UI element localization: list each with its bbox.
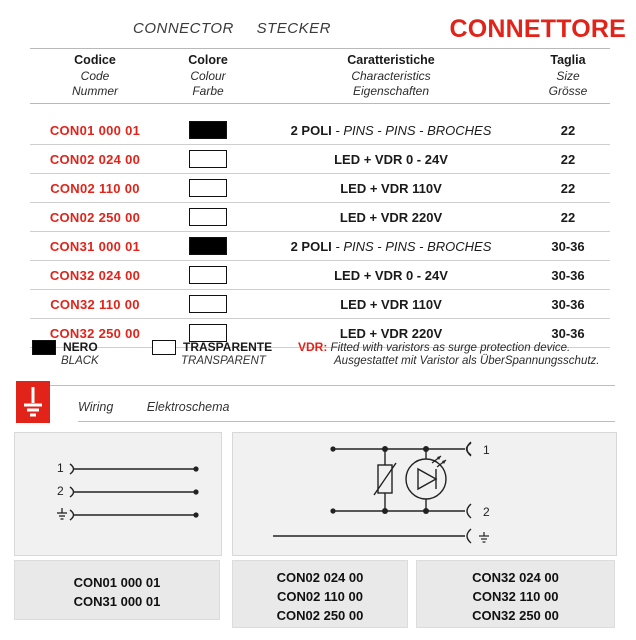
code-box-line: CON02 024 00 — [276, 570, 364, 585]
pin-label-2: 2 — [483, 505, 490, 519]
legend-vdr-line1: Fitted with varistors as surge protection device. — [330, 342, 571, 354]
cell-code: CON31 000 01 — [30, 232, 160, 261]
wiring-label-en: Wiring — [78, 400, 114, 414]
cell-code: CON01 000 01 — [30, 116, 160, 145]
legend-item-vdr — [298, 340, 618, 367]
cell-characteristics-bold: LED + VDR 0 - 24V — [334, 267, 448, 283]
cell-colour — [160, 290, 256, 319]
earth-symbol-right — [479, 532, 489, 542]
column-header-size — [526, 49, 610, 104]
cell-characteristics — [256, 145, 526, 174]
legend-transparent-it: TRASPARENTE — [183, 340, 273, 354]
code-box-group — [14, 560, 615, 628]
code-box-line: CON31 000 01 — [73, 593, 161, 609]
cell-colour — [160, 116, 256, 145]
cell-code: CON32 110 00 — [30, 290, 160, 319]
cell-size: 22 — [526, 203, 610, 232]
colour-swatch-transparent — [189, 150, 227, 168]
table-row — [30, 290, 610, 319]
code-box-line: CON32 250 00 — [472, 607, 559, 623]
column-header-code-it: Codice — [74, 53, 116, 68]
cell-characteristics-bold: LED + VDR 220V — [339, 325, 443, 341]
cell-size: 22 — [526, 174, 610, 203]
colour-swatch-black — [189, 237, 227, 255]
code-box-line: CON02 250 00 — [276, 607, 364, 623]
cell-characteristics — [256, 116, 526, 145]
colour-swatch-transparent — [189, 208, 227, 226]
cell-code: CON02 110 00 — [30, 174, 160, 203]
cell-characteristics-bold: LED + VDR 220V — [339, 209, 443, 225]
wiring-heading — [78, 400, 229, 414]
column-header-characteristics-de: Eigenschaften — [352, 83, 430, 98]
connector-table — [30, 48, 610, 348]
cell-size: 22 — [526, 145, 610, 174]
cell-size: 30-36 — [526, 232, 610, 261]
column-header-size-de: Grösse — [548, 83, 588, 98]
cell-colour — [160, 203, 256, 232]
page-header — [0, 15, 636, 44]
colour-swatch-transparent — [189, 295, 227, 313]
column-header-code-de: Nummer — [71, 83, 118, 98]
code-box-line: CON01 000 01 — [73, 575, 161, 590]
wiring-diagram-led-vdr — [232, 432, 617, 556]
cell-colour — [160, 145, 256, 174]
legend-item-transparent — [152, 340, 272, 367]
cell-code: CON02 024 00 — [30, 145, 160, 174]
cell-characteristics-bold: LED + VDR 0 - 24V — [334, 151, 448, 167]
cell-characteristics-bold: 2 POLI — [290, 122, 332, 138]
header-subtitle-en: CONNECTOR — [133, 20, 234, 37]
cell-characteristics-rest: - PINS - PINS - BROCHES — [331, 238, 492, 254]
column-header-size-it: Taglia — [550, 53, 586, 68]
cell-code: CON32 024 00 — [30, 261, 160, 290]
cell-size: 30-36 — [526, 319, 610, 348]
pin-label-1: 1 — [483, 443, 490, 457]
cell-colour — [160, 261, 256, 290]
column-header-size-en: Size — [556, 68, 580, 83]
pin-label-1: 1 — [57, 461, 64, 475]
legend-swatch-black — [32, 340, 56, 355]
code-box-line: CON32 110 00 — [472, 588, 559, 604]
cell-code: CON02 250 00 — [30, 203, 160, 232]
wiring-label-de: Elektroschema — [146, 400, 230, 414]
cell-characteristics — [256, 261, 526, 290]
header-subtitle-de: STECKER — [256, 20, 331, 37]
legend — [30, 340, 615, 382]
column-header-characteristics-it: Caratteristiche — [347, 53, 435, 68]
column-header-colour-en: Colour — [190, 68, 226, 83]
cell-characteristics — [256, 174, 526, 203]
code-box — [416, 560, 615, 628]
colour-swatch-transparent — [189, 179, 227, 197]
page-title: CONNETTORE — [449, 15, 626, 43]
table-header-row — [30, 49, 610, 104]
header-subtitles — [133, 20, 331, 37]
earth-symbol-left — [57, 508, 67, 519]
cell-size: 30-36 — [526, 290, 610, 319]
legend-black-en: BLACK — [61, 355, 99, 368]
legend-swatch-transparent — [152, 340, 176, 355]
column-header-colour — [160, 49, 256, 104]
column-header-colour-it: Colore — [188, 53, 228, 68]
table-row — [30, 116, 610, 145]
code-box-line: CON32 024 00 — [472, 570, 559, 585]
column-header-code — [30, 49, 160, 104]
legend-transparent-en: TRANSPARENT — [181, 355, 266, 368]
legend-vdr-line2: Ausgestattet mit Varistor als ÜberSpannungsschutz. — [334, 355, 600, 367]
legend-divider — [30, 385, 615, 386]
cell-characteristics — [256, 290, 526, 319]
table-row — [30, 261, 610, 290]
wiring-divider — [78, 421, 615, 422]
table-row — [30, 203, 610, 232]
wiring-diagram-simple — [14, 432, 222, 556]
cell-characteristics-bold: LED + VDR 110V — [340, 180, 442, 196]
table-row — [30, 174, 610, 203]
cell-colour — [160, 174, 256, 203]
code-box-line: CON02 110 00 — [276, 588, 363, 604]
table-row — [30, 145, 610, 174]
pin-label-2: 2 — [57, 484, 64, 498]
cell-code: CON32 250 00 — [30, 319, 160, 348]
legend-black-it: NERO — [63, 340, 98, 354]
earth-ground-icon — [16, 381, 50, 423]
cell-characteristics — [256, 203, 526, 232]
colour-swatch-transparent — [189, 266, 227, 284]
cell-characteristics — [256, 232, 526, 261]
code-box — [232, 560, 408, 628]
column-header-code-en: Code — [80, 68, 110, 83]
cell-characteristics-bold: LED + VDR 110V — [340, 296, 442, 312]
cell-size: 22 — [526, 116, 610, 145]
column-header-colour-de: Farbe — [192, 83, 224, 98]
legend-vdr-key: VDR: — [298, 340, 328, 354]
column-header-characteristics-en: Characteristics — [351, 68, 431, 83]
table-row — [30, 232, 610, 261]
cell-characteristics-bold: 2 POLI — [290, 238, 332, 254]
cell-size: 30-36 — [526, 261, 610, 290]
cell-colour — [160, 232, 256, 261]
colour-swatch-black — [189, 121, 227, 139]
legend-item-black — [32, 340, 99, 367]
cell-characteristics-rest: - PINS - PINS - BROCHES — [331, 122, 492, 138]
table-spacer — [30, 104, 610, 117]
code-box — [14, 560, 220, 620]
column-header-characteristics — [256, 49, 526, 104]
